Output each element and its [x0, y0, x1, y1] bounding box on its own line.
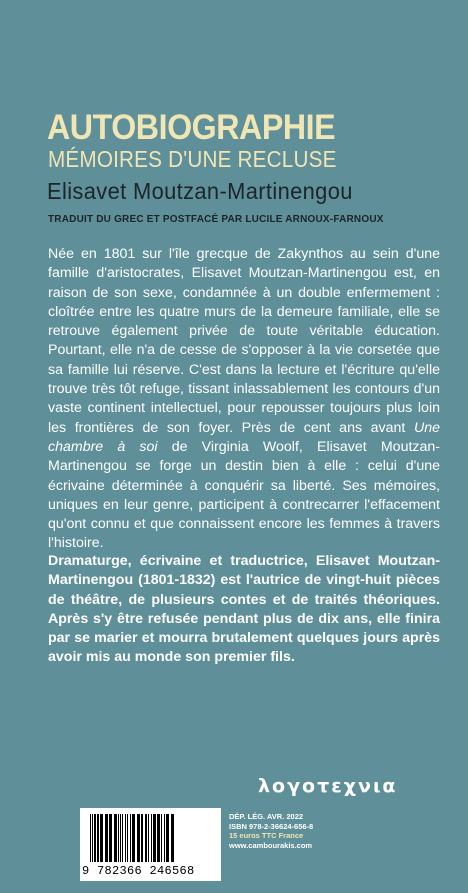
barcode-bar	[153, 814, 156, 862]
summary-text-2: de Virginia Woolf, Elisavet Moutzan-Martinengou se forge un destin bien à elle : celui d'une écrivaine déterminée à conquérir sa liberté. Ses mémoires, uniques en leur genre, participent à contrecarrer l'effacement qu'ont connu et que connaissent encore les femmes à travers l'histoire.	[48, 438, 440, 552]
barcode-bar	[166, 814, 169, 862]
barcode-bar	[118, 814, 119, 862]
barcode-bar	[109, 814, 112, 862]
barcode-bar	[132, 814, 135, 862]
barcode-bar	[145, 814, 147, 862]
barcode-bar	[120, 814, 121, 862]
barcode-bar	[94, 814, 96, 862]
barcode	[80, 808, 221, 881]
book-subtitle: MÉMOIRES D'UNE RECLUSE	[48, 146, 337, 172]
barcode-bar	[92, 814, 93, 862]
barcode-bar	[130, 814, 131, 862]
isbn: ISBN 978-2-36624-656-8	[229, 821, 314, 831]
barcode-bar	[90, 814, 91, 862]
summary-paragraph	[48, 245, 440, 554]
website-link[interactable]: www.cambourakis.com	[229, 840, 313, 850]
publication-info	[229, 812, 313, 850]
barcode-bar	[114, 814, 117, 862]
barcode-bar	[100, 814, 103, 862]
price: 15 euros TTC France	[229, 831, 304, 840]
legal-deposit: DÉP. LÉG. AVR. 2022	[229, 812, 304, 821]
book-title: AUTOBIOGRAPHIE	[47, 108, 336, 147]
author-name: Elisavet Moutzan-Martinengou	[47, 178, 353, 204]
barcode-bar	[105, 814, 108, 862]
barcode-bar	[148, 814, 149, 862]
barcode-bar	[122, 814, 123, 862]
barcode-bar	[141, 814, 143, 862]
summary-text-1: Née en 1801 sur l'île grecque de Zakynthos au sein d'une famille d'aristocrates, Elisavet Moutzan-Martinengou est, en raison de son sexe, condamnée à un double enfermement : cloîtrée entre les quatre murs de la demeure familiale, elle se retrouve également privée de toute véritable éducation. Pourtant, elle n'a de cesse de s'opposer à la vie corsetée que sa famille lui réserve. C'est dans la lecture et l'écriture qu'elle trouve très tôt refuge, tissant inlassablement les contours d'un vaste continent intellectuel, pour repousser toujours plus loin les frontières de son foyer. Près de cent ans avant	[48, 246, 440, 436]
barcode-bar	[171, 814, 174, 862]
barcode-bar	[137, 814, 140, 862]
barcode-bar	[157, 814, 160, 862]
barcode-bar	[127, 814, 128, 862]
barcode-bar	[125, 814, 126, 862]
author-bio: Dramaturge, écrivaine et traductrice, Elisavet Moutzan-Martinengou (1801-1832) est l'autrice de vingt-huit pièces de théâtre, de plusieurs contes et de traités théoriques. Après s'y être refusée pendant plus de dix ans, elle finira par se marier et mourra brutalement quelques jours après avoir mis au monde son premier fils.	[48, 553, 440, 666]
summary-italic-title: Une chambre à soi	[48, 419, 440, 455]
barcode-digits: 9 782366 246568	[82, 864, 195, 878]
barcode-bar	[164, 814, 165, 862]
barcode-bar	[97, 814, 99, 862]
translator-credit: TRADUIT DU GREC ET POSTFACÉ PAR LUCILE ARNOUX-FARNOUX	[48, 214, 384, 225]
barcode-bars	[90, 814, 211, 864]
publisher-logo: λογοτεχνια	[258, 775, 398, 797]
barcode-bar	[161, 814, 162, 862]
barcode-bar	[151, 814, 152, 862]
